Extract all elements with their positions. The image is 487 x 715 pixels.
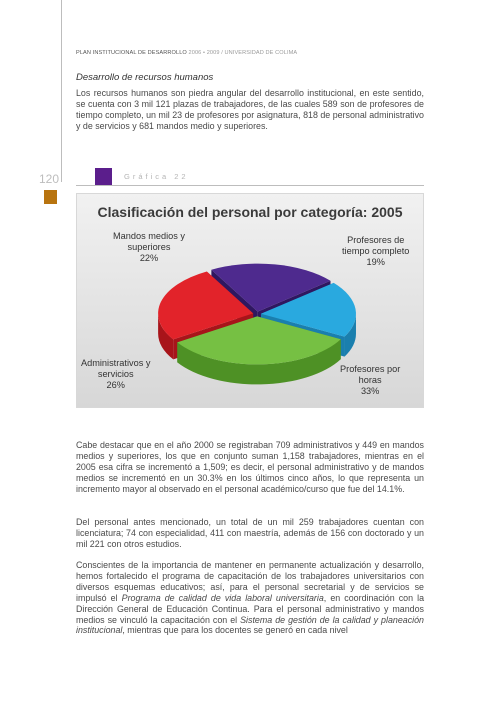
slice-label-profesores-por-horas	[340, 364, 400, 397]
paragraph-1: Los recursos humanos son piedra angular del desarrollo institucional, en este sentido, se cuenta con 3 mil 121 plazas de trabajadores, de las cuales 589 son de profesores de tiempo completo, un mil 23 de profesores por asignatura, 818 de personal administrativo y de servicios y 681 mandos medio y superiores.	[76, 88, 424, 131]
slice-label-percent: 33%	[360, 386, 380, 396]
figure-rule	[76, 185, 424, 186]
slice-label-line: Profesores de	[347, 235, 405, 245]
slice-label-line: superiores	[127, 242, 171, 252]
slice-label-profesores-tiempo-completo	[342, 235, 409, 268]
slice-label-line: tiempo completo	[342, 246, 410, 256]
slice-label-line: servicios	[97, 369, 134, 379]
slice-label-line: Mandos medios y	[113, 231, 186, 241]
slice-label-line: horas	[358, 375, 382, 385]
slice-label-line: Administrativos y	[81, 358, 151, 368]
slice-label-line: Profesores por	[340, 364, 401, 374]
paragraph-4	[76, 560, 424, 636]
running-header	[76, 50, 297, 56]
page-number: 120	[39, 172, 60, 186]
paragraph-3: Del personal antes mencionado, un total de un mil 259 trabajadores cuentan con licenciatura; 74 con especialidad, 411 con maestría, además de 156 con doctorado y un mil 221 con otros estudios.	[76, 517, 424, 549]
page-marker	[44, 190, 57, 204]
section-title: Desarrollo de recursos humanos	[76, 72, 214, 83]
slice-label-administrativos-servicios	[81, 358, 150, 391]
slice-label-percent: 26%	[106, 380, 125, 390]
paragraph-4-text: , mientras que para los docentes se generó en cada nivel	[122, 625, 348, 636]
program-name-italic: Programa de calidad de vida laboral universitaria	[121, 592, 324, 603]
paragraph-2: Cabe destacar que en el año 2000 se registraban 709 administrativos y 449 en mandos medios y superiores, los que en conjunto suman 1,158 trabajadores, mientras en el 2005 esa cifra se incrementó a 1,509; es decir, el personal administrativo y de mandos medios se incrementó en un 30.3% en los últimos cinco años, lo que representa un incremento mayor al observado en el personal académico/curso que fue del 14.1%.	[76, 440, 424, 494]
slice-label-percent: 22%	[139, 253, 159, 263]
paragraph-4-text: , en coordinación con la Dirección General de Educación Continua. Para el personal administrativo y mandos medios se vinculó la capacitación con el	[76, 592, 425, 625]
slice-label-percent: 19%	[366, 257, 385, 267]
pie-chart	[76, 193, 424, 408]
running-title: PLAN INSTITUCIONAL DE DESARROLLO	[76, 50, 187, 56]
margin-rule	[61, 0, 62, 182]
figure-marker	[95, 168, 112, 185]
paragraph-4-text: Conscientes de la importancia de mantener en permanente actualización y desarrollo, hemos fortalecido el programa de capacitación de los trabajadores universitarios con diversos esquemas educativos; así, para el personal secretarial y de servicios se impulsó el	[76, 560, 424, 603]
slice-label-mandos-medios	[113, 231, 185, 264]
figure-label: Gráfica 22	[124, 172, 189, 181]
chart-title: Clasificación del personal por categoría: 2005	[97, 204, 403, 220]
running-subtitle: 2006 • 2009 / UNIVERSIDAD DE COLIMA	[188, 50, 298, 56]
system-name-italic: Sistema de gestión de la calidad y planeación institucional	[76, 614, 424, 636]
